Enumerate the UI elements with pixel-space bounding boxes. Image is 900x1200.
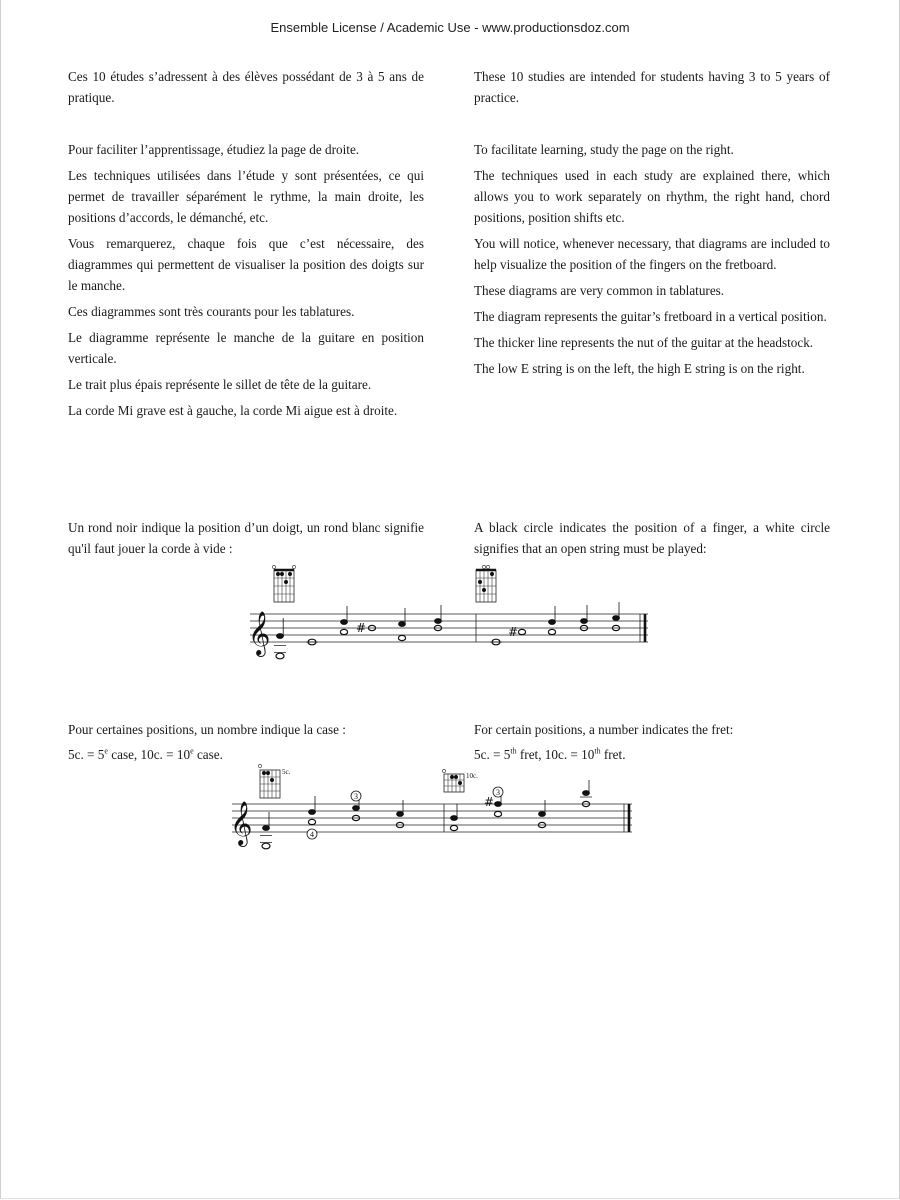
english-p6: The thicker line represents the nut of the guitar at the headstock.: [474, 335, 814, 350]
svg-text:#: #: [508, 625, 519, 639]
french-circle-block: [68, 517, 424, 559]
fret-label-1: 5c.: [282, 768, 291, 776]
english-fret-a: 5c. = 5: [474, 747, 511, 762]
staff-lines-2: [232, 804, 632, 832]
english-p1: To facilitate learning, study the page on the right.: [474, 142, 734, 157]
french-body: [68, 139, 424, 421]
treble-clef-1: 𝄞: [248, 611, 271, 655]
svg-text:4: 4: [310, 830, 314, 839]
french-fret-a: 5c. = 5: [68, 747, 105, 762]
english-p3: You will notice, whenever necessary, that diagrams are included to help visualize the position of the fingers on the fretboard.: [474, 236, 830, 272]
french-fret-block: [68, 719, 424, 765]
french-p7: La corde Mi grave est à gauche, la corde Mi aigue est à droite.: [68, 403, 398, 418]
english-fret-intro: For certain positions, a number indicates the fret:: [474, 722, 734, 737]
english-circle: A black circle indicates the position of a finger, a white circle signifies that an open string must be played:: [474, 520, 830, 556]
string-number-3b: [493, 787, 503, 797]
french-intro-block: [68, 66, 424, 108]
french-p2: Les techniques utilisées dans l’étude y sont présentées, ce qui permet de travailler séparément le rythme, la main droite, les positions d’accords, le démanché, etc.: [68, 168, 424, 225]
example-staff-2: [222, 760, 652, 880]
english-p4: These diagrams are very common in tablatures.: [474, 283, 725, 298]
english-p7: The low E string is on the left, the high E string is on the right.: [474, 361, 805, 376]
notes-measure-2: [490, 602, 620, 645]
french-fret-b: case, 10c. = 10: [107, 747, 191, 762]
french-fret-c: case.: [193, 747, 223, 762]
svg-text:3: 3: [354, 792, 358, 801]
french-circle: Un rond noir indique la position d’un doigt, un rond blanc signifie qu'il faut jouer la corde à vide :: [68, 520, 424, 556]
chord-diagram-1: [272, 565, 295, 602]
svg-text:#: #: [484, 795, 495, 809]
french-fret-sup-b: e: [190, 746, 194, 756]
french-p1: Pour faciliter l’apprentissage, étudiez la page de droite.: [68, 142, 360, 157]
english-p5: The diagram represents the guitar’s fretboard in a vertical position.: [474, 309, 827, 324]
page-header: Ensemble License / Academic Use - www.productionsdoz.com: [270, 20, 630, 35]
english-fret-c: fret.: [600, 747, 626, 762]
french-fret-sup-a: e: [104, 746, 108, 756]
string-number-4: [307, 829, 317, 839]
french-p4: Ces diagrammes sont très courants pour les tablatures.: [68, 304, 355, 319]
french-fret-intro: Pour certaines positions, un nombre indique la case :: [68, 722, 346, 737]
english-intro-block: [474, 66, 830, 108]
english-p2: The techniques used in each study are explained there, which allows you to work separately on rhythm, the right hand, chord positions, position shifts etc.: [474, 168, 830, 225]
english-fret-sup-a: th: [510, 746, 517, 756]
english-circle-block: [474, 517, 830, 559]
english-fret-block: [474, 719, 830, 765]
fret-label-2: 10c.: [466, 772, 478, 780]
chord-diagram-2: [476, 565, 496, 602]
french-p6: Le trait plus épais représente le sillet de tête de la guitare.: [68, 377, 372, 392]
chord-diagram-3: [258, 764, 280, 798]
english-intro: These 10 studies are intended for students having 3 to 5 years of practice.: [474, 69, 830, 105]
svg-text:#: #: [356, 621, 367, 635]
english-body: [474, 139, 830, 379]
treble-clef-2: 𝄞: [230, 801, 253, 845]
svg-text:3: 3: [496, 788, 500, 797]
english-fret-b: fret, 10c. = 10: [516, 747, 595, 762]
french-p5: Le diagramme représente le manche de la guitare en position verticale.: [68, 330, 424, 366]
french-intro: Ces 10 études s’adressent à des élèves possédant de 3 à 5 ans de pratique.: [68, 69, 424, 105]
english-fret-sup-b: th: [594, 746, 601, 756]
staff-lines-1: [250, 614, 648, 642]
notes-measure-4: [450, 780, 592, 831]
notes-measure-1: [274, 605, 442, 659]
example-staff-1: [240, 562, 660, 672]
chord-diagram-4: [442, 769, 464, 792]
french-p3: Vous remarquerez, chaque fois que c’est nécessaire, des diagrammes qui permettent de visualiser la position des doigts sur le manche.: [68, 236, 424, 293]
string-number-3: [351, 791, 361, 801]
